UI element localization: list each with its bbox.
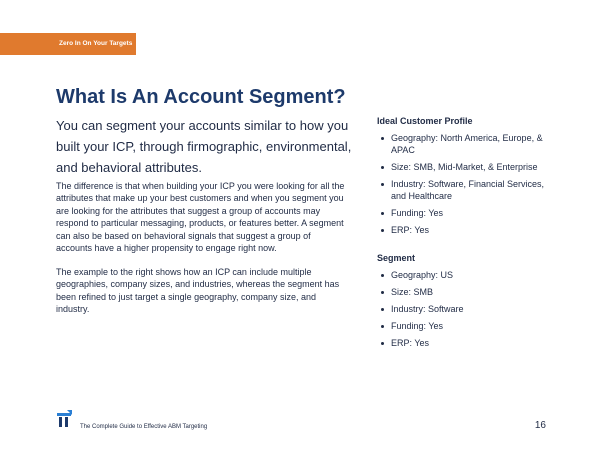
- icp-item-industry: Industry: Software, Financial Services, and Healthcare: [377, 178, 557, 202]
- segment-heading: Segment: [377, 253, 416, 263]
- footer-guide-title: The Complete Guide to Effective ABM Targeting: [80, 424, 208, 430]
- body-paragraph-2: The example to the right shows how an ICP can include multiple geographies, company sizes, and industries, whereas the segment has been refined to just target a single geography, company size, and industry.: [56, 267, 340, 315]
- icp-item-size: Size: SMB, Mid-Market, & Enterprise: [377, 161, 557, 173]
- icp-panel: [377, 116, 557, 241]
- body-paragraph-1: The difference is that when building your ICP you were looking for all the attributes that make up your best customers and when you segment you are looking for the attributes that suggest a group of accounts may respond to particular messaging, products, or features better. A segment can also be based on behavioral signals that suggest a group of accounts have a higher propensity to engage right now.: [56, 181, 345, 254]
- segment-panel: [377, 253, 557, 354]
- icp-item-erp: ERP: Yes: [377, 224, 557, 236]
- icp-item-funding: Funding: Yes: [377, 207, 557, 219]
- section-tab: Zero In On Your Targets: [0, 33, 136, 55]
- segment-item-size: Size: SMB: [377, 286, 557, 298]
- brand-logo-icon: [56, 410, 72, 428]
- page-number: 16: [534, 420, 546, 431]
- segment-list: [377, 269, 557, 349]
- icp-item-geography: Geography: North America, Europe, & APAC: [377, 132, 557, 156]
- segment-item-industry: Industry: Software: [377, 303, 557, 315]
- icp-heading: Ideal Customer Profile: [377, 116, 473, 126]
- segment-item-geography: Geography: US: [377, 269, 557, 281]
- icp-list: [377, 132, 557, 236]
- segment-item-funding: Funding: Yes: [377, 320, 557, 332]
- segment-item-erp: ERP: Yes: [377, 337, 557, 349]
- lead-paragraph: You can segment your accounts similar to how you built your ICP, through firmographic, environmental, and behavioral attributes.: [56, 118, 352, 175]
- page-title: What Is An Account Segment?: [56, 86, 346, 108]
